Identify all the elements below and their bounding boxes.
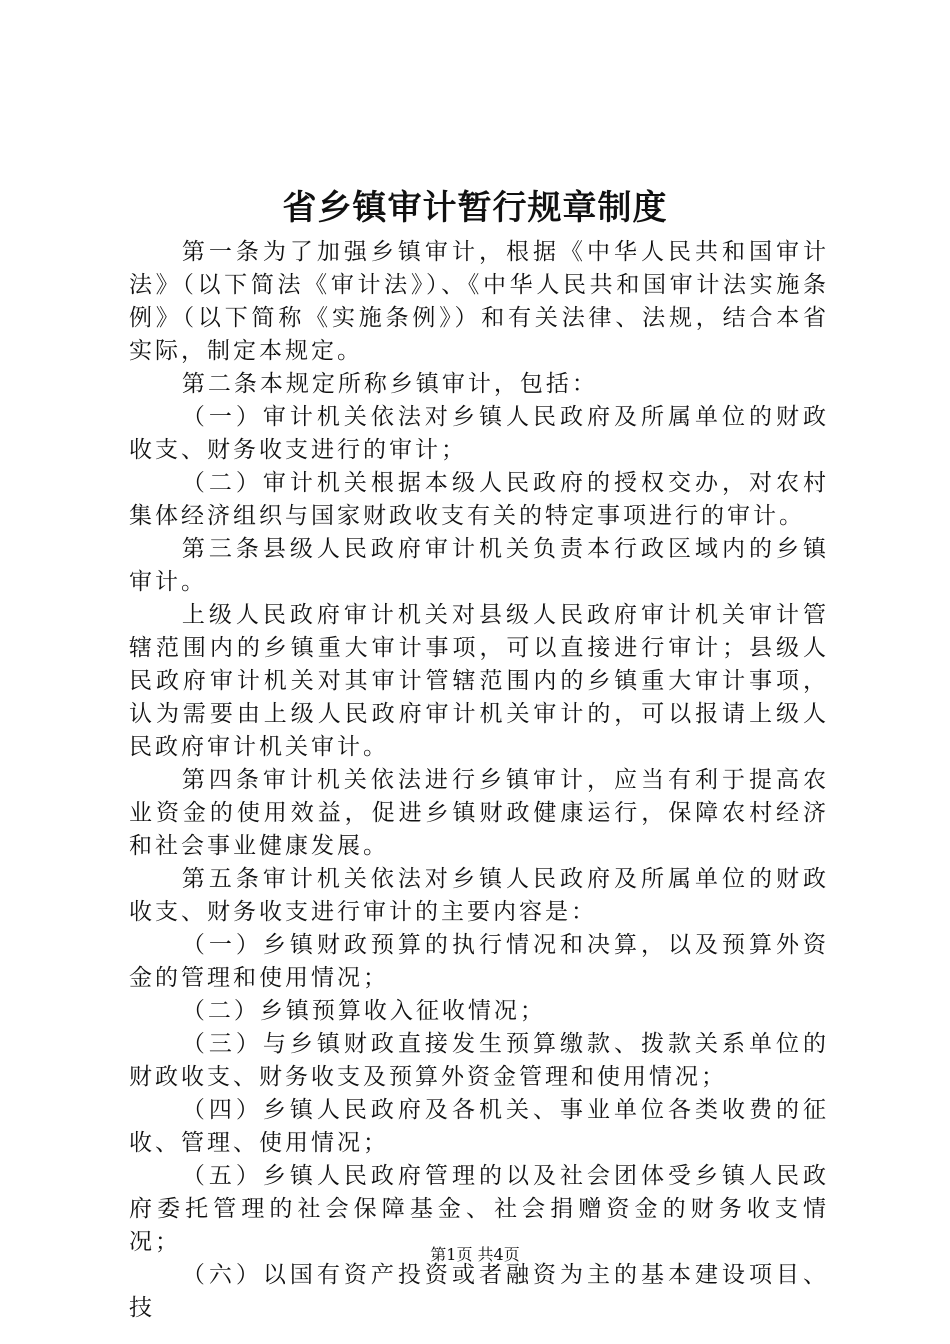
document-title: 省乡镇审计暂行规章制度 bbox=[282, 188, 668, 228]
page-number-footer: 第1页 共4页 bbox=[430, 1245, 520, 1264]
paragraph-article-3: 第三条县级人民政府审计机关负责本行政区域内的乡镇审计。 bbox=[129, 536, 829, 595]
paragraph-article-2: 第二条本规定所称乡镇审计，包括： bbox=[181, 371, 598, 397]
paragraph-article-2-item-1: （一）审计机关依法对乡镇人民政府及所属单位的财政收支、财务收支进行的审计； bbox=[129, 404, 829, 463]
document-body bbox=[129, 236, 829, 1325]
paragraph-article-5-item-1: （一）乡镇财政预算的执行情况和决算，以及预算外资金的管理和使用情况； bbox=[129, 932, 829, 991]
paragraph-article-5-item-3: （三）与乡镇财政直接发生预算缴款、拨款关系单位的财政收支、财务收支及预算外资金管理和使用情况； bbox=[129, 1031, 829, 1090]
paragraph-article-2-item-2: （二）审计机关根据本级人民政府的授权交办，对农村集体经济组织与国家财政收支有关的特定事项进行的审计。 bbox=[129, 470, 829, 529]
paragraph-article-4: 第四条审计机关依法进行乡镇审计，应当有利于提高农业资金的使用效益，促进乡镇财政健康运行，保障农村经济和社会事业健康发展。 bbox=[129, 767, 829, 859]
paragraph-article-1: 第一条为了加强乡镇审计，根据《中华人民共和国审计法》（以下简法《审计法》）、《中华人民共和国审计法实施条例》（以下简称《实施条例》）和有关法律、法规，结合本省实际，制定本规定。 bbox=[129, 239, 829, 364]
paragraph-article-5-item-4: （四）乡镇人民政府及各机关、事业单位各类收费的征收、管理、使用情况； bbox=[129, 1097, 829, 1156]
paragraph-article-5-item-5: （五）乡镇人民政府管理的以及社会团体受乡镇人民政府委托管理的社会保障基金、社会捐赠资金的财务收支情况； bbox=[129, 1163, 829, 1255]
paragraph-article-5-item-6: （六）以国有资产投资或者融资为主的基本建设项目、技 bbox=[129, 1262, 829, 1321]
paragraph-article-3-clause-2: 上级人民政府审计机关对县级人民政府审计机关审计管辖范围内的乡镇重大审计事项，可以直接进行审计；县级人民政府审计机关对其审计管辖范围内的乡镇重大审计事项，认为需要由上级人民政府审计机关审计的，可以报请上级人民政府审计机关审计。 bbox=[129, 602, 829, 760]
paragraph-article-5-item-2: （二）乡镇预算收入征收情况； bbox=[181, 998, 546, 1024]
paragraph-article-5: 第五条审计机关依法对乡镇人民政府及所属单位的财政收支、财务收支进行审计的主要内容是： bbox=[129, 866, 829, 925]
